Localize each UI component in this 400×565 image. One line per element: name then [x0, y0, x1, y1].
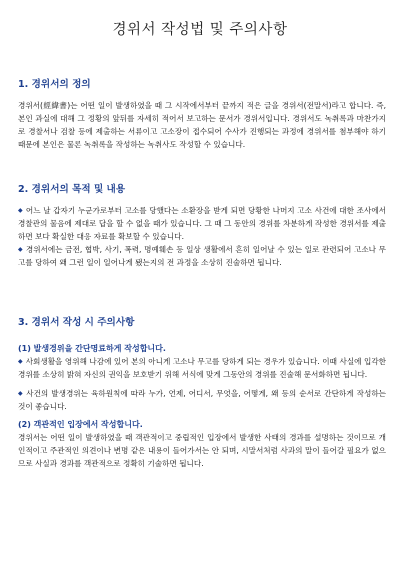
bullet-paragraph: ◆ 경위서에는 금전, 협박, 사기, 폭력, 명예훼손 등 일상 생활에서 흔히 일어날 수 있는 일로 관련되어 고소나 무고를 당하여 왜 그런 일이 일어나게 됐는지의 전 과정을 소상히 진술하면 됩니다.: [18, 243, 386, 269]
subsection-title: (2) 객관적인 입장에서 작성합니다.: [18, 420, 143, 429]
section-title: 3. 경위서 작성 시 주의사항: [18, 317, 135, 328]
bullet-paragraph: ◆ 사건의 발생경위는 육하원칙에 따라 누가, 언제, 어디서, 무엇을, 어떻게, 왜 등의 순서로 간단하게 작성하는 것이 좋습니다.: [18, 387, 386, 413]
subsection-title: (1) 발생경위을 간단명료하게 작성합니다.: [18, 344, 166, 353]
section-paragraph: 경위서는 어떤 일이 발생하였을 때 객관적이고 중립적인 입장에서 발생한 사태의 경과를 설명하는 것이므로 개인적이고 주관적인 의견이나 변명 같은 내용이 들어가서는 안 되며, 시말서처럼 사과의 말이 들어갈 필요가 없으므로 사실과 경과를 객관적으로 정확히 기술하면 됩니다.: [18, 433, 386, 468]
section-paragraph: 경위서(經緯書)는 어떤 일이 발생하였을 때 그 시작에서부터 끝까지 적은 글을 경위서(전말서)라고 합니다. 즉, 본인 과실에 대해 그 정황의 앞뒤를 자세히 적어서 보고하는 문서가 경위서입니다. 경위서도 녹취록과 마찬가지로 경찰서나 검찰 등에 제출하는 서류이고 고소장이 접수되어 수사가 진행되는 과정에 경위서를 첨부해야 하기 때문에 본인은 물론 녹취록을 작성하는 녹취사도 작성할 수 있습니다.: [18, 101, 386, 149]
bullet-paragraph: ◆ 사회생활을 영위해 나감에 있어 본의 아니게 고소나 무고를 당하게 되는 경우가 있습니다. 이때 사실에 입각한 경위를 소상히 밝혀 자신의 권익을 보호받기 위해 서식에 맞게 그동안의 경위를 진술해 문서화하면 됩니다.: [18, 355, 386, 381]
section-purpose: [18, 181, 386, 269]
section-precautions: [18, 314, 386, 470]
section-definition: [18, 76, 386, 151]
section-title: 2. 경위서의 목적 및 내용: [18, 184, 126, 195]
document-title: 경위서 작성법 및 주의사항: [112, 22, 288, 38]
section-title: 1. 경위서의 정의: [18, 79, 91, 90]
bullet-paragraph: ◆ 어느 날 갑자기 누군가로부터 고소를 당했다는 소환장을 받게 되면 당황한 나머지 고소 사건에 대한 조사에서 경찰관의 물음에 제대로 답을 할 수 없을 때가 있습니다. 그 때 그 동안의 경위를 차분하게 작성한 경위서를 제출하면 보다 확실한 대응 자료를 확보할 수 있습니다.: [18, 204, 386, 243]
